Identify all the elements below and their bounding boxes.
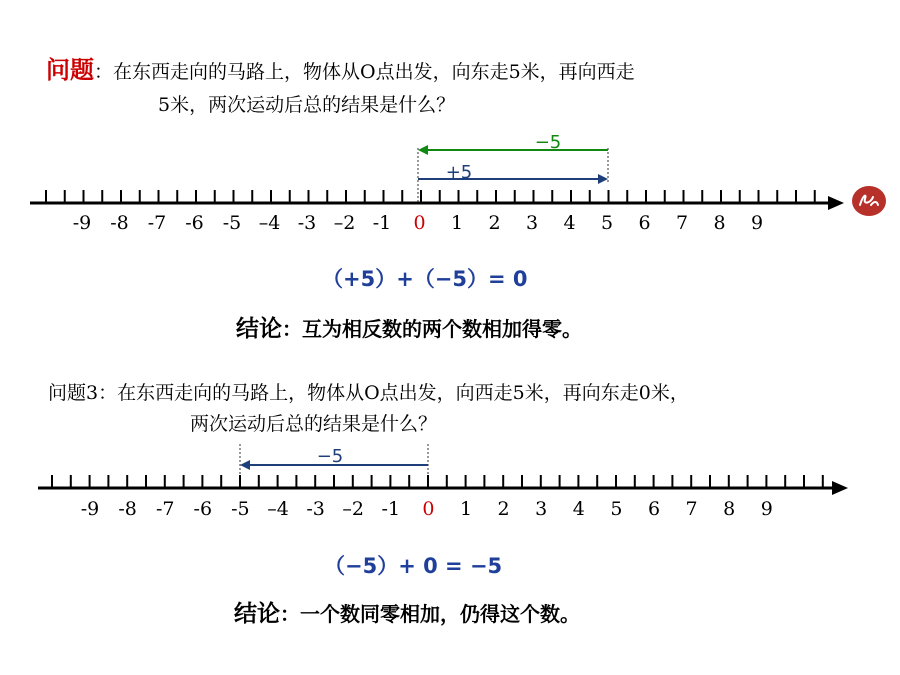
problem3-line2: 两次运动后总的结果是什么？ (190, 413, 438, 435)
number-line-1 (0, 130, 900, 240)
conclusion-2-text: ：一个数同零相加，仍得这个数。 (280, 602, 580, 626)
tick-label: -1 (372, 212, 392, 234)
plus5-arrow-head (598, 174, 608, 184)
tick-label: -3 (297, 212, 317, 234)
tick-label: -5 (222, 212, 242, 234)
tick-label: -7 (155, 498, 175, 520)
tick-label: -7 (147, 212, 167, 234)
tick-label: –2 (342, 498, 364, 520)
tick-label: -3 (306, 498, 325, 520)
problem1-heading (46, 50, 635, 85)
tick-label: 9 (750, 212, 764, 234)
minus5-arrow-head (418, 145, 428, 155)
tick-label: 9 (760, 498, 773, 520)
axis-2-arrowhead (832, 481, 848, 495)
conclusion-2 (234, 595, 580, 628)
tick-label: 8 (723, 498, 736, 520)
tick-label: 0 (422, 498, 435, 520)
axis-1-tick-labels (73, 212, 763, 234)
number-line-2 (0, 438, 900, 538)
tick-label: 5 (610, 498, 623, 520)
conclusion-2-lead: 结论 (234, 600, 280, 627)
tick-label: –4 (267, 498, 289, 520)
tick-label: 3 (535, 498, 548, 520)
tick-label: 7 (675, 212, 689, 234)
seal-logo-icon (851, 185, 887, 217)
tick-label: -8 (110, 212, 129, 234)
equation-1: （+5）+（−5）= 0 (322, 267, 528, 291)
equation-2: （−5）+ 0 = −5 (324, 554, 503, 578)
axis-1-ticks (46, 190, 815, 203)
axis-2-tick-labels (81, 498, 773, 520)
tick-label: 6 (647, 498, 661, 520)
tick-label: 8 (713, 212, 726, 234)
conclusion-1-text: ：互为相反数的两个数相加得零。 (282, 317, 582, 341)
tick-label: -5 (231, 498, 250, 520)
problem1-line2: 5米，两次运动后总的结果是什么？ (158, 94, 456, 116)
tick-label: 7 (685, 498, 698, 520)
plus5-arrow-label: +5 (445, 162, 473, 183)
tick-label: 4 (563, 212, 576, 234)
tick-label: -6 (193, 498, 213, 520)
axis-1-arrowhead (828, 196, 844, 210)
minus5-arrow-head-2 (240, 460, 250, 470)
tick-label: -1 (381, 498, 401, 520)
tick-label: 1 (459, 498, 473, 520)
tick-label: 0 (413, 212, 426, 234)
problem1-line1: 在东西走向的马路上，物体从O点出发，向东走5米，再向西走 (113, 61, 635, 83)
tick-label: -8 (118, 498, 137, 520)
tick-label: 2 (497, 498, 510, 520)
problem1-label: 问题 (46, 55, 94, 84)
conclusion-1-lead: 结论 (236, 315, 282, 342)
tick-label: -9 (72, 212, 92, 234)
tick-label: 2 (488, 212, 501, 234)
tick-label: -6 (185, 212, 204, 234)
problem1-colon: ： (94, 61, 114, 83)
tick-label: 4 (572, 498, 585, 520)
minus5-arrow-label: −5 (534, 132, 562, 153)
tick-label: 5 (600, 212, 614, 234)
tick-label: 3 (525, 212, 539, 234)
tick-label: -9 (80, 498, 100, 520)
tick-label: –2 (333, 212, 356, 234)
tick-label: 1 (450, 212, 464, 234)
minus5-arrow-label-2: −5 (316, 446, 344, 467)
axis-2-ticks (52, 475, 823, 488)
tick-label: 6 (638, 212, 651, 234)
problem3-line1: 问题3：在东西走向的马路上，物体从O点出发，向西走5米，再向东走0米， (48, 382, 689, 404)
conclusion-1 (236, 310, 582, 343)
tick-label: –4 (258, 212, 281, 234)
